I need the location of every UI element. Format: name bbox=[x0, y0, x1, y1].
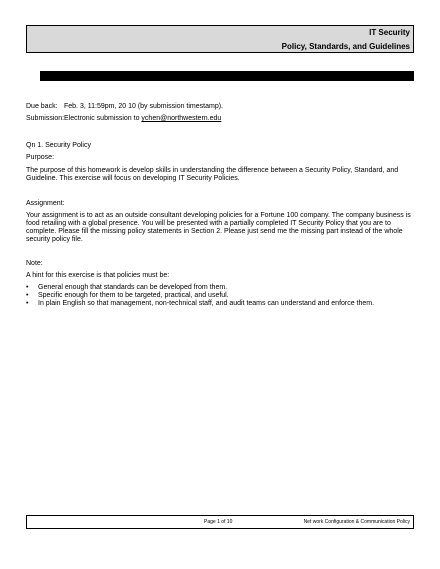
header-subtitle: Policy, Standards, and Guidelines bbox=[281, 42, 410, 51]
bullet-icon: • bbox=[26, 292, 29, 299]
submission-prefix: Electronic submission to bbox=[64, 115, 142, 122]
submission-value bbox=[64, 113, 221, 125]
due-back-row bbox=[26, 101, 223, 113]
due-back-label: Due back: bbox=[26, 103, 58, 110]
email-link[interactable]: ychen@northwestern.edu bbox=[141, 115, 222, 122]
policy-requirements-list bbox=[26, 284, 374, 308]
list-item bbox=[26, 300, 374, 308]
bullet-icon: • bbox=[26, 300, 29, 307]
footer bbox=[26, 515, 414, 529]
note-heading: Note: bbox=[26, 260, 43, 267]
hint-text: A hint for this exercise is that policies must be: bbox=[26, 272, 170, 279]
list-item-text: In plain English so that management, non-technical staff, and audit teams can understand and enforce them. bbox=[38, 300, 375, 307]
assignment-text: Your assignment is to act as an outside consultant developing policies for a Fortune 100 company. The company business is food retailing with a global presence. You will be presented with a partially completed IT Security Policy that you are to complete. Please fill the missing policy statements in Section 2. Please just send me the missing part instead of the whole security policy file. bbox=[26, 212, 411, 243]
list-item bbox=[26, 292, 374, 300]
list-item-text: Specific enough for them to be targeted, practical, and useful. bbox=[38, 292, 229, 299]
bullet-icon: • bbox=[26, 284, 29, 291]
submission-row bbox=[26, 113, 223, 125]
header-title: IT Security bbox=[369, 28, 410, 37]
footer-doc-title: Net work Configuration & Communication Policy bbox=[303, 519, 410, 525]
list-item bbox=[26, 284, 374, 292]
list-item-text: General enough that standards can be developed from them. bbox=[38, 284, 228, 291]
header-box bbox=[26, 25, 414, 53]
page-number: Page 1 of 10 bbox=[204, 519, 233, 525]
submission-label: Submission: bbox=[26, 115, 65, 122]
purpose-heading: Purpose: bbox=[26, 154, 55, 161]
assignment-heading: Assignment: bbox=[26, 200, 65, 207]
question-title: Qn 1. Security Policy bbox=[26, 142, 91, 149]
black-divider-bar bbox=[40, 71, 414, 81]
purpose-text: The purpose of this homework is develop skills in understanding the difference between a Security Policy, Standard, and Guideline. This exercise will focus on developing IT Security Policies. bbox=[26, 167, 399, 182]
due-back-value: Feb. 3, 11:59pm, 20 10 (by submission timestamp). bbox=[64, 103, 223, 110]
assignment-fields bbox=[26, 101, 223, 125]
